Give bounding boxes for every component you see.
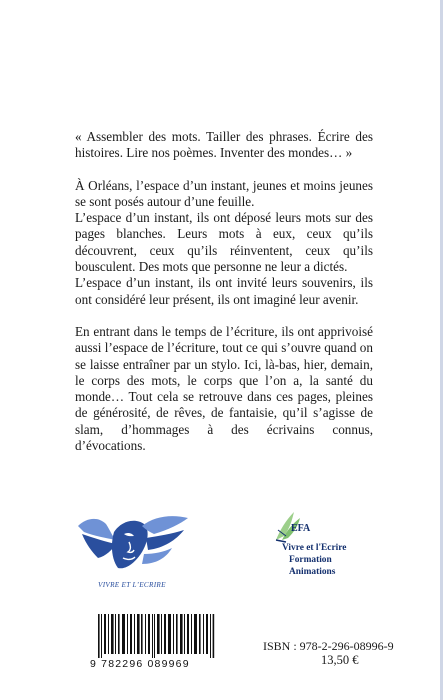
efa-line-formation: Formation xyxy=(289,555,332,565)
paragraph-memories: L’espace d’un instant, ils ont invité leurs souvenirs, ils ont considéré leur présent, ils ont imaginé leur avenir. xyxy=(75,275,373,307)
paragraph-orleans: À Orléans, l’espace d’un instant, jeunes et moins jeunes se sont posés autour d’une feuille. xyxy=(75,177,373,209)
efa-logo xyxy=(272,510,382,590)
paragraph-writing: En entrant dans le temps de l’écriture, ils ont apprivoisé aussi l’espace de l’écriture, tout ce qui s’ouvre quand on se laisse entraîner par un stylo. Ici, là-bas, hier, demain, le corps des mots, le corps que l’on a, la santé du monde… Tout cela se retrouve dans ces pages, pleines de générosité, de rêves, de fantaisie, qu’il s’agisse de slam, d’hommages à des écrivains connus, d’évocations. xyxy=(75,323,373,454)
barcode-bars xyxy=(90,614,223,658)
efa-line-animations: Animations xyxy=(289,567,336,577)
winged-face-icon xyxy=(76,512,191,582)
efa-title: EFA xyxy=(291,523,311,534)
paragraph-words: L’espace d’un instant, ils ont déposé leurs mots sur des pages blanches. Leurs mots à eux, ceux qu’ils découvrent, ceux qu’ils réinventent, ceux qu’ils bousculent. Des mots que personne ne leur a dictés. xyxy=(75,210,373,275)
vivre-logo-caption: VIVRE ET L’ECRIRE xyxy=(98,581,166,589)
isbn-number: ISBN : 978-2-296-08996-9 xyxy=(263,639,394,653)
vivre-et-lecrire-logo xyxy=(76,512,191,594)
back-cover-text xyxy=(75,129,373,454)
isbn-barcode xyxy=(90,614,223,672)
efa-line-vivre: Vivre et l'Ecrire xyxy=(282,543,347,553)
price: 13,50 € xyxy=(321,653,359,667)
opening-quote: « Assembler des mots. Tailler des phrases. Écrire des histoires. Lire nos poèmes. Inventer des mondes… » xyxy=(75,129,373,161)
barcode-digits: 9 782296 089969 xyxy=(90,658,190,670)
